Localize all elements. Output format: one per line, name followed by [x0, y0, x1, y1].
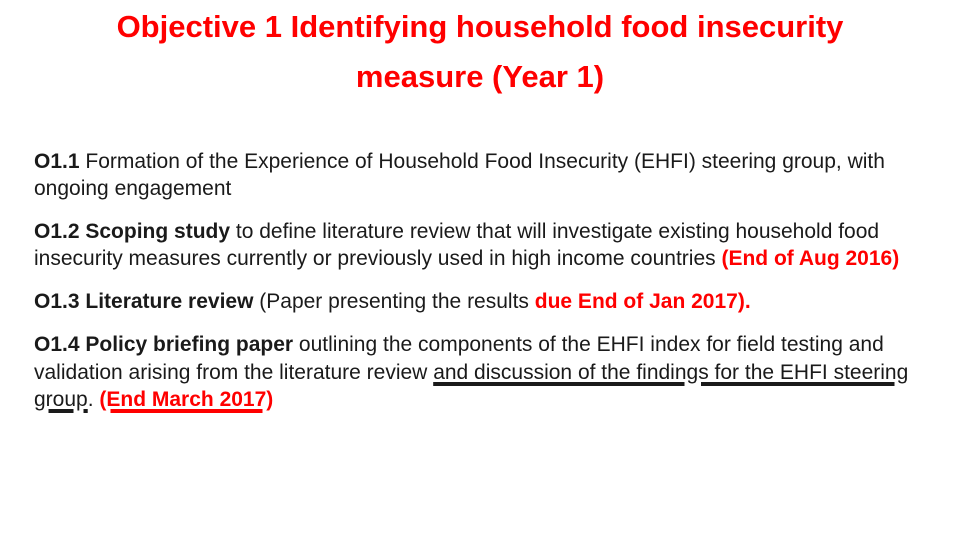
item-heading: Scoping study	[79, 220, 231, 243]
item-text: Formation of the Experience of Household Food Insecurity (EHFI) steering group, with ongoing engagement	[34, 150, 885, 200]
item-deadline: (End March 2017)	[99, 388, 274, 411]
objective-item-o1-1	[34, 148, 914, 202]
item-code: O1.2	[34, 220, 80, 243]
objective-list	[34, 148, 914, 430]
title-line-1: Objective 1 Identifying household food insecurity	[116, 9, 844, 44]
item-code: O1.3	[34, 290, 80, 313]
objective-item-o1-3	[34, 288, 914, 315]
item-code: O1.4	[34, 333, 80, 356]
item-text: (Paper presenting the results	[253, 290, 535, 313]
item-underlined-text: and discussion of the findings for the EHFI steering group	[34, 360, 909, 411]
item-heading: Literature review	[79, 290, 254, 313]
item-text: outlining the components of the EHFI index for field testing and validation arising from the literature review	[34, 333, 884, 384]
item-deadline: (End of Aug 2016)	[721, 247, 900, 270]
item-code: O1.1	[34, 150, 80, 173]
objective-item-o1-4	[34, 331, 914, 414]
objective-item-o1-2	[34, 218, 914, 272]
item-heading: Policy briefing paper	[79, 333, 294, 356]
slide-title	[40, 2, 920, 102]
item-deadline: due End of Jan 2017).	[534, 290, 751, 313]
item-punctuation: .	[87, 388, 100, 411]
title-line-2: measure (Year 1)	[355, 59, 605, 94]
item-text: to define literature review that will investigate existing household food insecurity measures currently or previously used in high income countries	[34, 220, 880, 270]
